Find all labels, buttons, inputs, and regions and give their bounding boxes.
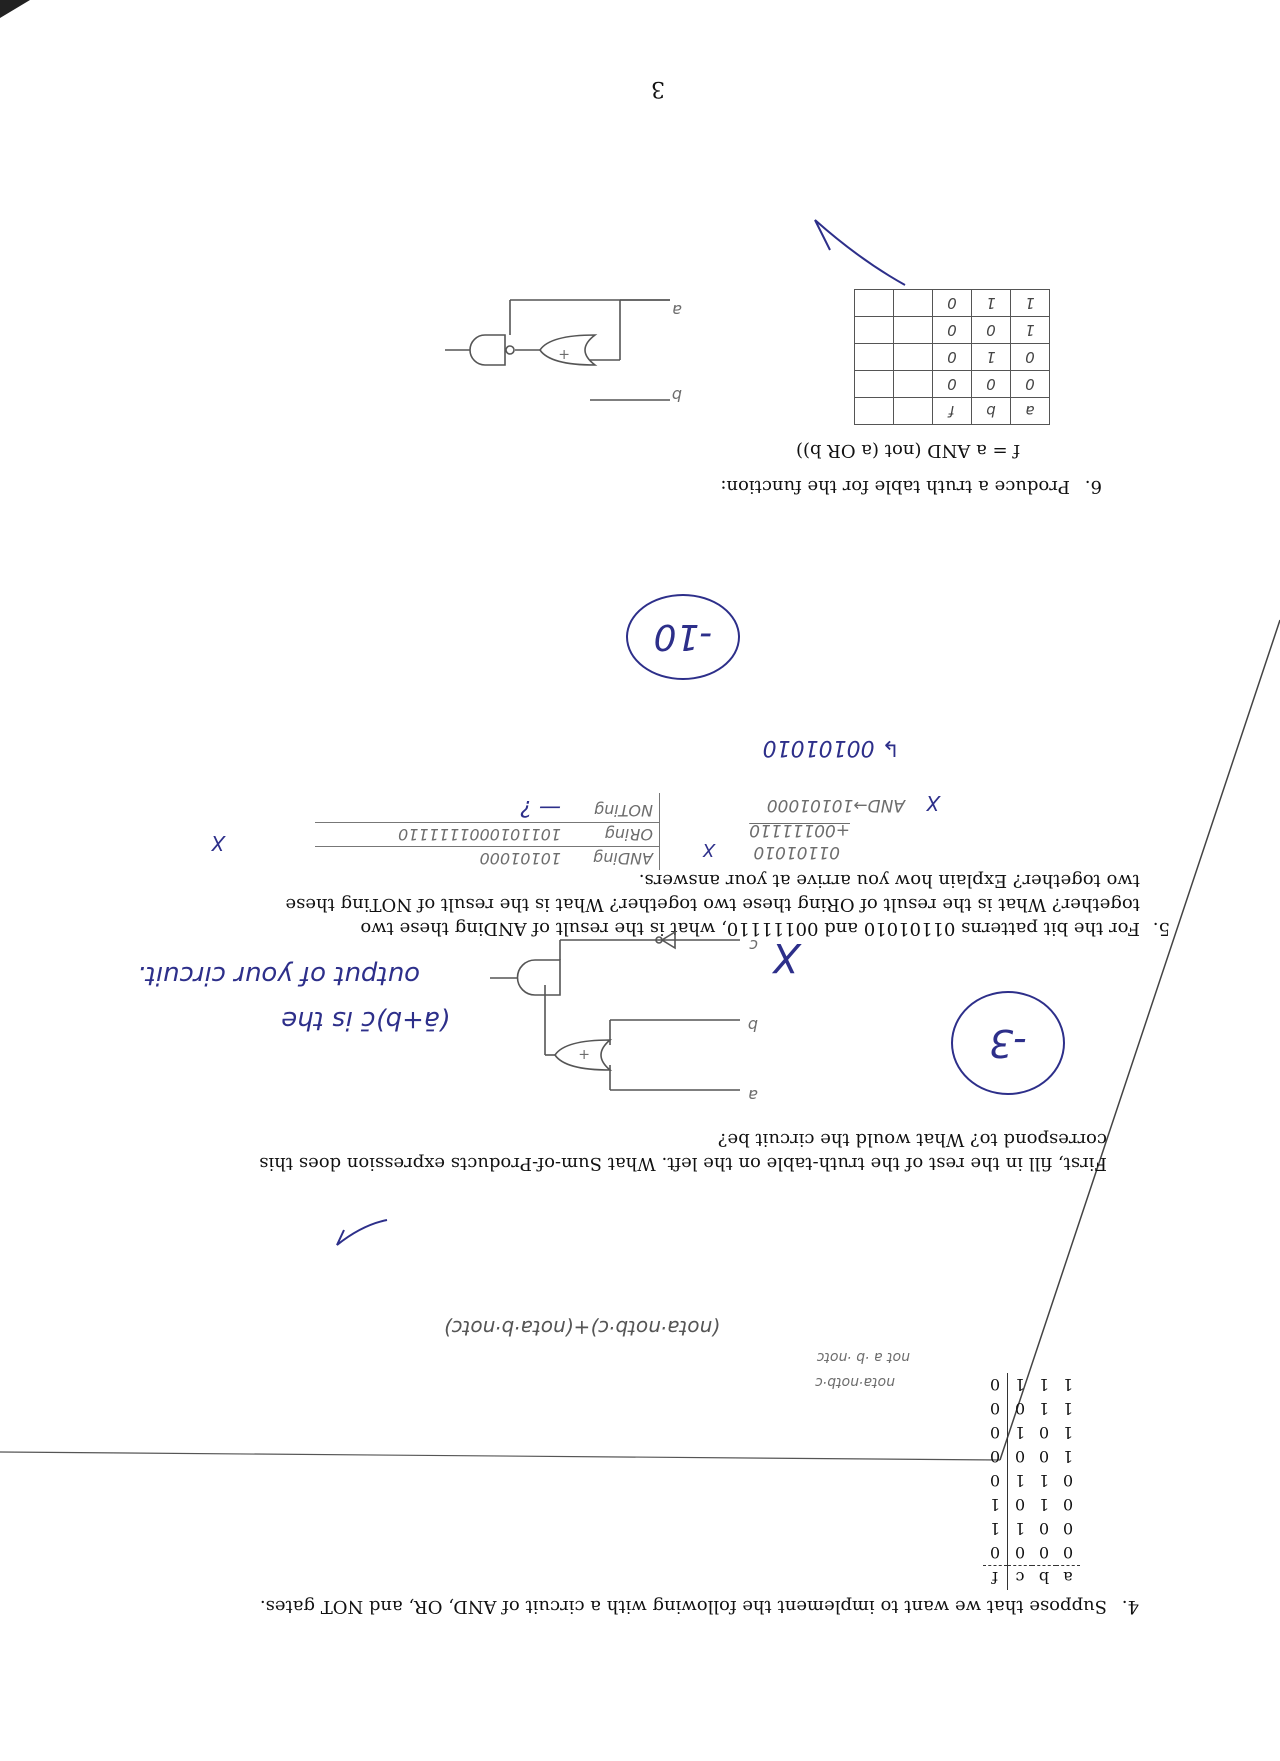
table-cell: 0 [972, 317, 1011, 344]
q5-work-line3: AND→10101000 [766, 795, 905, 815]
q5-work-line1: 01101010 [753, 842, 840, 862]
table-cell: 1 [989, 1495, 1001, 1515]
q5-value-anding: 10101000 [479, 849, 561, 868]
table-cell: 1 [1008, 1373, 1033, 1397]
q5-label-noting: NOTing [593, 801, 653, 820]
q4-score-circle [951, 991, 1065, 1095]
table-cell: 0 [972, 371, 1011, 398]
q6-header-b: b [972, 398, 1011, 425]
table-cell: 0 [1008, 1397, 1033, 1421]
q5-score: -10 [653, 616, 713, 658]
q4-comment-line1: (ā+b)c̄ is the [281, 1005, 450, 1035]
table-cell: 0 [989, 1447, 1001, 1467]
q5-label-oring: ORing [604, 825, 653, 844]
q4-input-a: a [748, 1086, 758, 1105]
q6-prompt: Produce a truth table for the function: [720, 476, 1070, 497]
q4-expression: (nota·notb·c)+(nota·b·notc) [443, 1316, 720, 1340]
q6-number: 6. [1084, 476, 1102, 497]
check-mark-icon [810, 210, 910, 290]
table-cell: 1 [1008, 1421, 1033, 1445]
table-cell: 0 [1008, 1493, 1033, 1517]
q5-cross-2: X [211, 831, 225, 855]
q4-instruction: First, fill in the rest of the truth-table on the left. What Sum-of-Products expression does this correspond to? What would the circuit be? [259, 1129, 1107, 1174]
q5-label-anding: ANDing [593, 849, 653, 868]
q4-pencil-note-2: not a ·b ·notc [816, 1349, 910, 1365]
q4-truth-table [983, 1373, 1080, 1590]
table-cell: 0 [933, 371, 972, 398]
q4-pencil-note-1: nota·notb·c [815, 1374, 895, 1390]
q5-work-line2: +00111110 [749, 820, 850, 840]
q6-input-a: a [672, 301, 682, 320]
table-cell: 0 [1038, 1447, 1050, 1467]
table-cell: 1 [1062, 1399, 1074, 1419]
table-cell: 0 [989, 1471, 1001, 1491]
table-cell: 1 [1038, 1399, 1050, 1419]
q4-header-a: a [1063, 1568, 1073, 1588]
table-cell: 1 [1062, 1447, 1074, 1467]
q4-header-c: c [1008, 1566, 1033, 1591]
q4-input-b: b [747, 1016, 758, 1035]
q4-number: 4. [1121, 1596, 1139, 1617]
table-cell: 1 [1038, 1495, 1050, 1515]
q6-gate-or-label: + [558, 346, 570, 362]
table-cell: 1 [1062, 1423, 1074, 1443]
table-cell: 0 [989, 1423, 1001, 1443]
q4-gate-or-label: + [578, 1046, 590, 1062]
table-cell: 0 [1062, 1543, 1074, 1563]
table-cell: 1 [972, 290, 1011, 317]
table-cell: 1 [1011, 290, 1050, 317]
q4-score: -3 [989, 1021, 1027, 1065]
q5-cross-3: X [702, 839, 715, 860]
q6-header-f: f [933, 398, 972, 425]
q4-header-b: b [1038, 1568, 1050, 1588]
q4-cross: X [772, 934, 800, 980]
table-cell: 1 [1008, 1517, 1033, 1541]
table-cell: 0 [989, 1399, 1001, 1419]
q6-function: f = a AND (not (a OR b)) [795, 440, 1020, 461]
table-cell: 0 [989, 1543, 1001, 1563]
table-cell: 0 [933, 290, 972, 317]
q5-result-table [315, 793, 660, 870]
q5-cross-1: X [926, 791, 940, 815]
q4-circuit-sketch [460, 900, 760, 1120]
table-cell: 0 [1008, 1541, 1033, 1566]
table-cell: 0 [1062, 1471, 1074, 1491]
table-cell: 0 [933, 344, 972, 371]
table-cell: 0 [1038, 1519, 1050, 1539]
q6-header-a: a [1011, 398, 1050, 425]
table-cell: 1 [989, 1519, 1001, 1539]
table-cell: 1 [1062, 1375, 1074, 1395]
table-cell: 0 [1062, 1519, 1074, 1539]
table-cell: 1 [1011, 317, 1050, 344]
q4-header-f: f [992, 1568, 998, 1588]
q5-number: 5. [1152, 918, 1170, 939]
table-cell: 0 [933, 317, 972, 344]
table-cell: 0 [1038, 1423, 1050, 1443]
q5-value-oring: 1011010001111110 [398, 825, 561, 844]
q5-work-line4: ↳ 00101010 [762, 735, 900, 760]
table-cell: 1 [1038, 1375, 1050, 1395]
q6-input-b: b [671, 386, 682, 405]
q4-prompt: Suppose that we want to implement the following with a circuit of AND, OR, and NOT gates. [259, 1596, 1107, 1617]
table-cell: 0 [1011, 344, 1050, 371]
q5-score-circle [626, 594, 740, 680]
table-cell: 1 [1038, 1471, 1050, 1491]
check-mark-icon [332, 1210, 392, 1250]
q6-truth-table [854, 289, 1050, 425]
q5-prompt: For the bit patterns 01101010 and 00111110, what is the result of ANDing these two together? What is the result of ORing these two together? What is the result of NOTing these two together? Explain how you arrive at your answers. [285, 870, 1140, 939]
table-cell: 0 [1038, 1543, 1050, 1563]
page-number: 3 [651, 76, 665, 101]
table-cell: 0 [1062, 1495, 1074, 1515]
q5-value-noting: — ? [520, 795, 561, 820]
table-cell: 1 [1008, 1469, 1033, 1493]
table-cell: 0 [1011, 371, 1050, 398]
q4-comment-line2: output of your circuit. [137, 960, 420, 990]
table-cell: 0 [1008, 1445, 1033, 1469]
q4-input-c: c [749, 936, 758, 955]
table-cell: 1 [972, 344, 1011, 371]
table-cell: 0 [989, 1375, 1001, 1395]
